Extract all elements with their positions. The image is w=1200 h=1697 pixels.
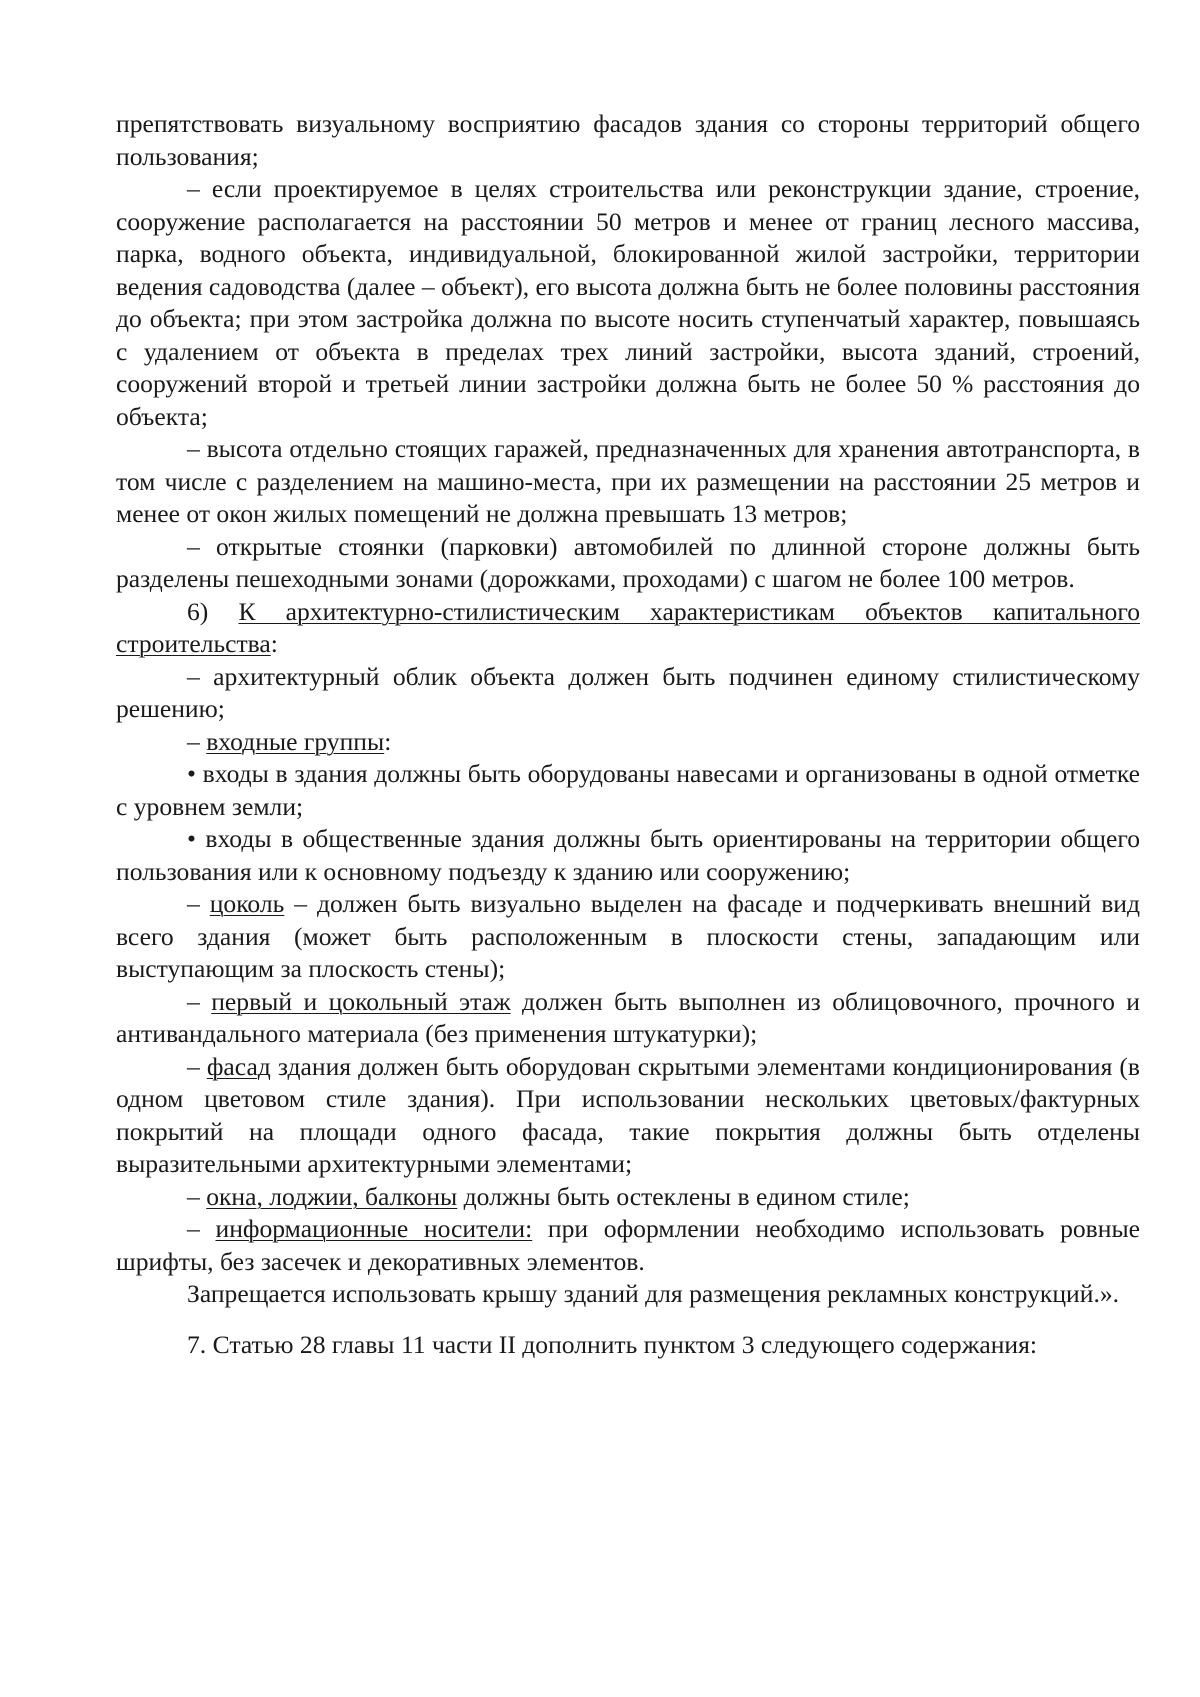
text-run: – [187, 889, 210, 918]
text-run: здания должен быть оборудован скрытыми элементами кондиционирования (в одном цветовом стиле здания). При использовании нескольких цветовых/фактурных покрытий на площади одного фасада, такие покрытия должны быть отделены выразительными архитектурными элементами; [116, 1051, 1140, 1178]
underlined-term: первый и цокольный этаж [211, 986, 511, 1016]
paragraph-p14 [116, 1213, 1140, 1278]
paragraph-p16 [116, 1329, 1140, 1362]
text-run: : [270, 629, 278, 658]
paragraph-p15 [116, 1278, 1140, 1311]
text-run: – [187, 1051, 207, 1081]
underlined-term: информационные носители: [215, 1214, 533, 1243]
paragraph-p6 [116, 661, 1140, 726]
text-run: 6) [187, 596, 239, 626]
paragraph-p7 [116, 726, 1140, 759]
paragraph-p4 [116, 531, 1140, 596]
text-run: при оформлении необходимо использовать ровные шрифты, без засечек и декоративных элементов. [116, 1214, 1141, 1276]
text-run: 7. Статью 28 главы 11 части II дополнить пунктом 3 следующего содержания: [187, 1329, 1038, 1359]
text-run: препятствовать визуальному восприятию фасадов здания со стороны территорий общего пользования; [116, 109, 1140, 171]
document-page [116, 108, 1140, 1361]
text-run: – [187, 1214, 216, 1243]
underlined-term: К архитектурно-стилистическим характеристикам объектов капитального строительства [116, 596, 1140, 658]
text-run: должны быть остеклены в едином стиле; [457, 1181, 910, 1211]
text-run: – [187, 1181, 207, 1211]
paragraph-p2 [116, 173, 1140, 433]
paragraph-p10 [116, 888, 1140, 986]
paragraph-p1 [116, 108, 1140, 173]
paragraph-p13 [116, 1181, 1140, 1214]
text-run: – архитектурный облик объекта должен быть подчинен единому стилистическому решению; [116, 661, 1140, 723]
text-run: – [187, 726, 207, 756]
text-run: Запрещается использовать крышу зданий для размещения рекламных конструкций.». [187, 1279, 1120, 1308]
paragraph-p11 [116, 986, 1140, 1051]
text-run: – если проектируемое в целях строительства или реконструкции здание, строение, сооружение располагается на расстоянии 50 метров и менее от границ лесного массива, парка, водного объекта, индивидуальной, блокированной жилой застройки, территории ведения садоводства (далее – объект), его высота должна быть не более половины расстояния до объекта; при этом застройка должна по высоте носить ступенчатый характер, повышаясь с удалением от объекта в пределах трех линий застройки, высота зданий, строений, сооружений второй и третьей линии застройки должна быть не более 50 % расстояния до объекта; [116, 174, 1140, 431]
text-run: должен быть выполнен из облицовочного, прочного и антивандального материала (без применения штукатурки); [116, 986, 1140, 1048]
text-run: – должен быть визуально выделен на фасаде и подчеркивать внешний вид всего здания (может быть расположенным в плоскости стены, западающим или выступающим за плоскость стены); [116, 889, 1140, 983]
underlined-term: фасад [206, 1051, 271, 1081]
paragraph-p12 [116, 1051, 1140, 1181]
text-run: • входы в общественные здания должны быть ориентированы на территории общего пользования или к основному подъезду к зданию или сооружению; [116, 824, 1140, 886]
paragraph-p9 [116, 823, 1140, 888]
text-run: – открытые стоянки (парковки) автомобилей по длинной стороне должны быть разделены пешеходными зонами (дорожками, проходами) с шагом не более 100 метров. [116, 531, 1140, 593]
text-run: : [384, 726, 392, 756]
underlined-term: окна, лоджии, балконы [206, 1181, 458, 1211]
underlined-term: цоколь [209, 889, 285, 918]
text-run: • входы в здания должны быть оборудованы навесами и организованы в одной отметке с уровнем земли; [116, 759, 1140, 821]
text-run: – высота отдельно стоящих гаражей, предназначенных для хранения автотранспорта, в том числе с разделением на машино-места, при их размещении на расстоянии 25 метров и менее от окон жилых помещений не должна превышать 13 метров; [116, 434, 1140, 528]
paragraph-p5 [116, 596, 1140, 661]
paragraph-p3 [116, 433, 1140, 531]
text-run: – [187, 986, 212, 1016]
underlined-term: входные группы [206, 726, 385, 756]
paragraph-p8 [116, 758, 1140, 823]
